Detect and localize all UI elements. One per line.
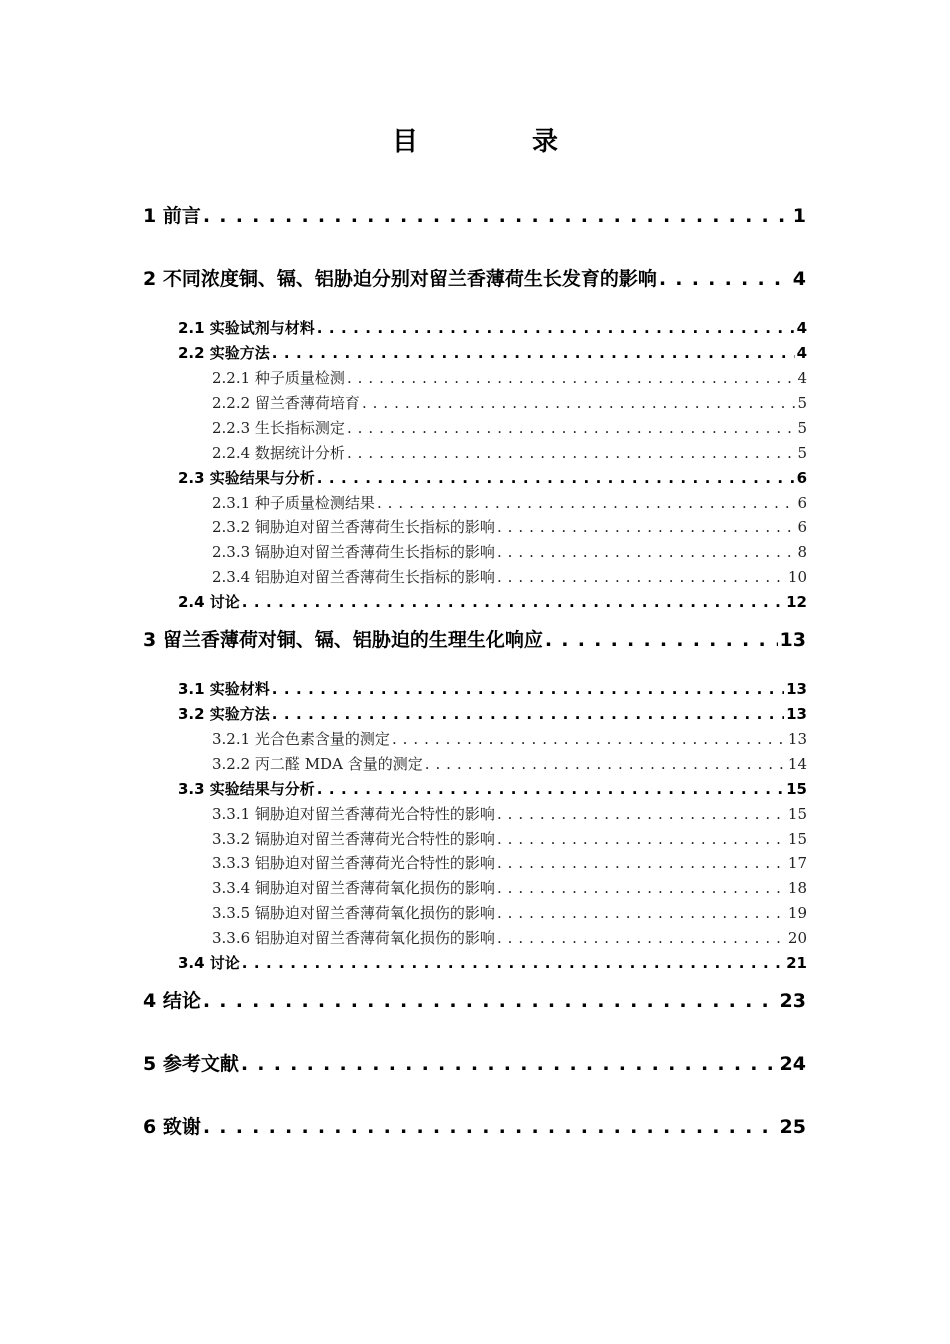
toc-entry-2-3-4[interactable] (212, 566, 807, 588)
toc-label: 2.3.4 铝胁迫对留兰香薄荷生长指标的影响 (212, 568, 495, 586)
toc-page-number: 14 (787, 755, 807, 773)
toc-entry-2-2[interactable] (178, 342, 807, 364)
toc-page-number: 24 (779, 1053, 806, 1075)
toc-page-number: 4 (796, 344, 807, 362)
toc-label: 2.2.4 数据统计分析 (212, 444, 345, 462)
toc-entry-3-1[interactable] (178, 678, 807, 700)
toc-entry-3-4[interactable] (178, 952, 807, 974)
dot-leader (241, 1051, 778, 1077)
dot-leader (497, 852, 786, 874)
toc-label: 3.3.1 铜胁迫对留兰香薄荷光合特性的影响 (212, 805, 495, 823)
toc-label: 2.3.3 镉胁迫对留兰香薄荷生长指标的影响 (212, 543, 495, 561)
toc-entry-3-3-3[interactable] (212, 852, 807, 874)
toc-entry-2-2-3[interactable] (212, 417, 807, 439)
toc-entry-2-3-2[interactable] (212, 516, 807, 538)
toc-page-number: 6 (797, 494, 807, 512)
dot-leader (203, 203, 791, 229)
dot-leader (203, 1114, 778, 1140)
toc-entry-3-3-1[interactable] (212, 803, 807, 825)
toc-page-number: 13 (786, 705, 807, 723)
dot-leader (347, 367, 796, 389)
toc-label: 1 前言 (143, 205, 201, 227)
dot-leader (242, 952, 784, 974)
toc-page-number: 18 (787, 879, 807, 897)
toc-entry-2-3[interactable] (178, 467, 807, 489)
toc-label: 2 不同浓度铜、镉、铝胁迫分别对留兰香薄荷生长发育的影响 (143, 268, 657, 290)
toc-entry-2-2-4[interactable] (212, 442, 807, 464)
toc-label: 2.2.1 种子质量检测 (212, 369, 345, 387)
toc-label: 2.4 讨论 (178, 593, 240, 611)
dot-leader (362, 392, 796, 414)
toc-entry-3[interactable] (143, 627, 806, 653)
dot-leader (497, 803, 786, 825)
toc-entry-3-3-4[interactable] (212, 877, 807, 899)
toc-page-number: 19 (787, 904, 807, 922)
toc-label: 2.3 实验结果与分析 (178, 469, 315, 487)
toc-page-number: 17 (787, 854, 807, 872)
toc-label: 6 致谢 (143, 1116, 201, 1138)
dot-leader (497, 927, 786, 949)
dot-leader (497, 566, 786, 588)
dot-leader (242, 591, 784, 613)
toc-label: 3.2.2 丙二醛 MDA 含量的测定 (212, 755, 423, 773)
toc-label: 3.3.4 铜胁迫对留兰香薄荷氧化损伤的影响 (212, 879, 495, 897)
toc-page-number: 20 (787, 929, 807, 947)
dot-leader (497, 828, 786, 850)
dot-leader (347, 442, 796, 464)
toc-page-number: 4 (792, 268, 806, 290)
toc-label: 3.2 实验方法 (178, 705, 270, 723)
toc-entry-2-2-2[interactable] (212, 392, 807, 414)
toc-entry-3-3-2[interactable] (212, 828, 807, 850)
toc-page-number: 13 (779, 629, 806, 651)
toc-label: 3.4 讨论 (178, 954, 240, 972)
dot-leader (272, 678, 784, 700)
toc-label: 3.3 实验结果与分析 (178, 780, 315, 798)
toc-label: 2.2.2 留兰香薄荷培育 (212, 394, 360, 412)
toc-page-number: 23 (779, 990, 806, 1012)
toc-page-number: 6 (797, 518, 807, 536)
toc-label: 3.3.2 镉胁迫对留兰香薄荷光合特性的影响 (212, 830, 495, 848)
toc-label: 3.1 实验材料 (178, 680, 270, 698)
dot-leader (272, 703, 784, 725)
toc-page-number: 5 (797, 419, 807, 437)
toc-entry-2-3-3[interactable] (212, 541, 807, 563)
dot-leader (497, 877, 786, 899)
toc-page-number: 15 (786, 780, 807, 798)
dot-leader (317, 778, 784, 800)
toc-label: 2.2 实验方法 (178, 344, 270, 362)
toc-label: 3 留兰香薄荷对铜、镉、铝胁迫的生理生化响应 (143, 629, 543, 651)
toc-label: 3.3.6 铝胁迫对留兰香薄荷氧化损伤的影响 (212, 929, 495, 947)
dot-leader (545, 627, 778, 653)
toc-page-number: 25 (779, 1116, 806, 1138)
toc-entry-2-2-1[interactable] (212, 367, 807, 389)
toc-page-number: 13 (786, 680, 807, 698)
toc-page-number: 21 (786, 954, 807, 972)
dot-leader (425, 753, 786, 775)
toc-label: 2.1 实验试剂与材料 (178, 319, 315, 337)
toc-page-number: 8 (797, 543, 807, 561)
toc-entry-3-3-6[interactable] (212, 927, 807, 949)
toc-entry-3-3-5[interactable] (212, 902, 807, 924)
dot-leader (317, 317, 795, 339)
toc-page-number: 4 (796, 319, 807, 337)
toc-entry-3-2-2[interactable] (212, 753, 807, 775)
toc-label: 3.2.1 光合色素含量的测定 (212, 730, 390, 748)
dot-leader (317, 467, 795, 489)
toc-page-number: 5 (797, 394, 807, 412)
toc-entry-3-2[interactable] (178, 703, 807, 725)
toc-entry-5[interactable] (143, 1051, 806, 1077)
toc-page-number: 10 (787, 568, 807, 586)
toc-label: 2.2.3 生长指标测定 (212, 419, 345, 437)
dot-leader (347, 417, 796, 439)
toc-entry-1[interactable] (143, 203, 806, 229)
dot-leader (203, 988, 778, 1014)
toc-label: 5 参考文献 (143, 1053, 239, 1075)
toc-entry-3-2-1[interactable] (212, 728, 807, 750)
page-title: 目 录 (391, 127, 602, 157)
toc-page-number: 13 (787, 730, 807, 748)
toc-entry-2-3-1[interactable] (212, 492, 807, 514)
toc-page-number: 5 (797, 444, 807, 462)
toc-page-number: 15 (787, 830, 807, 848)
toc-page-number: 1 (792, 205, 806, 227)
toc-page-number: 4 (797, 369, 807, 387)
toc-page-number: 6 (796, 469, 807, 487)
toc-page-number: 15 (787, 805, 807, 823)
toc-entry-3-3[interactable] (178, 778, 807, 800)
dot-leader (377, 492, 796, 514)
toc-entry-2[interactable] (143, 266, 806, 292)
toc-entry-4[interactable] (143, 988, 806, 1014)
toc-label: 4 结论 (143, 990, 201, 1012)
dot-leader (392, 728, 786, 750)
dot-leader (272, 342, 795, 364)
toc-entry-2-1[interactable] (178, 317, 807, 339)
dot-leader (497, 516, 796, 538)
toc-label: 2.3.2 铜胁迫对留兰香薄荷生长指标的影响 (212, 518, 495, 536)
toc-label: 2.3.1 种子质量检测结果 (212, 494, 375, 512)
toc-label: 3.3.3 铝胁迫对留兰香薄荷光合特性的影响 (212, 854, 495, 872)
toc-entry-2-4[interactable] (178, 591, 807, 613)
dot-leader (659, 266, 791, 292)
dot-leader (497, 902, 786, 924)
toc-label: 3.3.5 镉胁迫对留兰香薄荷氧化损伤的影响 (212, 904, 495, 922)
toc-page-number: 12 (786, 593, 807, 611)
toc-entry-6[interactable] (143, 1114, 806, 1140)
dot-leader (497, 541, 796, 563)
